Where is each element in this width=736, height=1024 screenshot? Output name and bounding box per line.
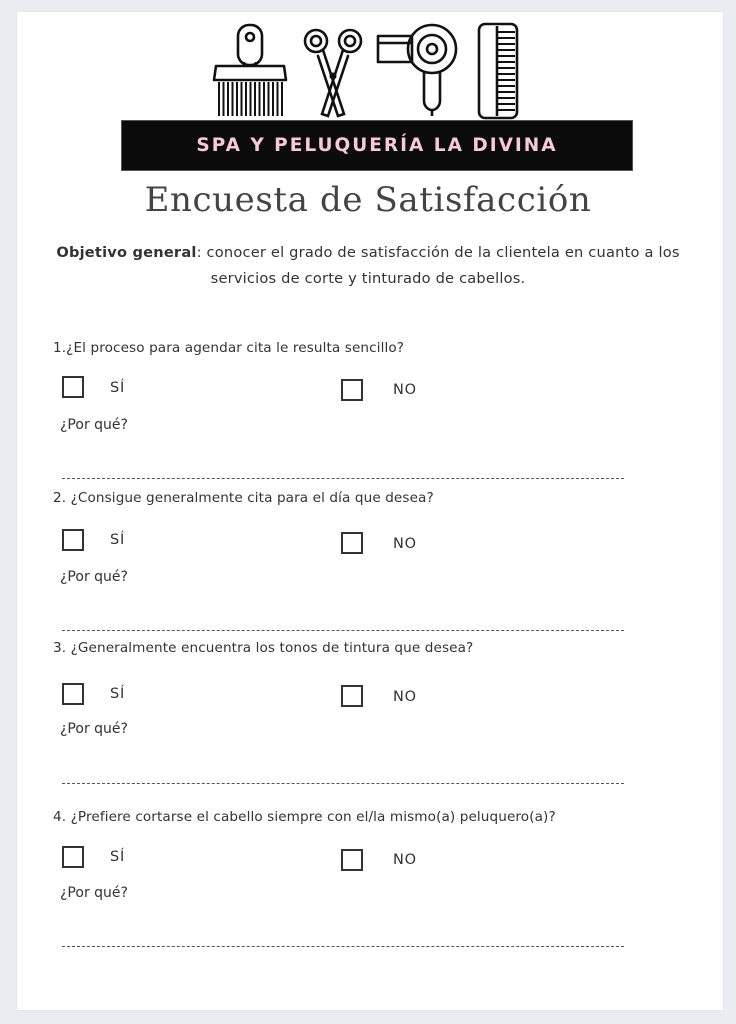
q2-why-label: ¿Por qué? [60,569,128,585]
q3-why-label: ¿Por qué? [60,721,128,737]
q2-answer-line[interactable] [62,630,624,631]
q1-yes-label: SÍ [110,380,126,396]
q3-no-checkbox[interactable] [341,685,363,707]
q1-no-label: NO [393,382,417,398]
comb-icon [479,24,517,118]
business-name: SPA Y PELUQUERÍA LA DIVINA [196,135,558,156]
q4-answer-line[interactable] [62,946,624,947]
page-title: Encuesta de Satisfacción [144,180,592,220]
q4-no-label: NO [393,852,417,868]
afro-pick-comb-icon [214,25,286,116]
question-1: 1.¿El proceso para agendar cita le resulta sencillo? [53,340,405,356]
q1-yes-checkbox[interactable] [62,376,84,398]
q1-no-checkbox[interactable] [341,379,363,401]
q4-yes-checkbox[interactable] [62,846,84,868]
q4-yes-label: SÍ [110,849,126,865]
objective-description: : conocer el grado de satisfacción de la clientela en cuanto a los servicios de corte y tinturado de cabellos. [196,244,680,287]
q2-no-checkbox[interactable] [341,532,363,554]
q1-answer-line[interactable] [62,478,624,479]
q4-why-label: ¿Por qué? [60,885,128,901]
business-name-banner [121,120,633,171]
q3-yes-label: SÍ [110,686,126,702]
hair-dryer-icon [378,25,456,116]
q1-why-label: ¿Por qué? [60,417,128,433]
q2-yes-label: SÍ [110,532,126,548]
q2-yes-checkbox[interactable] [62,529,84,551]
header-icons [0,0,736,125]
question-2: 2. ¿Consigue generalmente cita para el día que desea? [53,490,434,506]
question-4: 4. ¿Prefiere cortarse el cabello siempre con el/la mismo(a) peluquero(a)? [53,809,556,825]
scissors-icon [305,30,361,116]
q3-yes-checkbox[interactable] [62,683,84,705]
q3-no-label: NO [393,689,417,705]
q2-no-label: NO [393,536,417,552]
objective-text [50,240,686,292]
question-3: 3. ¿Generalmente encuentra los tonos de tintura que desea? [53,640,474,656]
q4-no-checkbox[interactable] [341,849,363,871]
q3-answer-line[interactable] [62,783,624,784]
objective-label: Objetivo general [56,244,197,261]
